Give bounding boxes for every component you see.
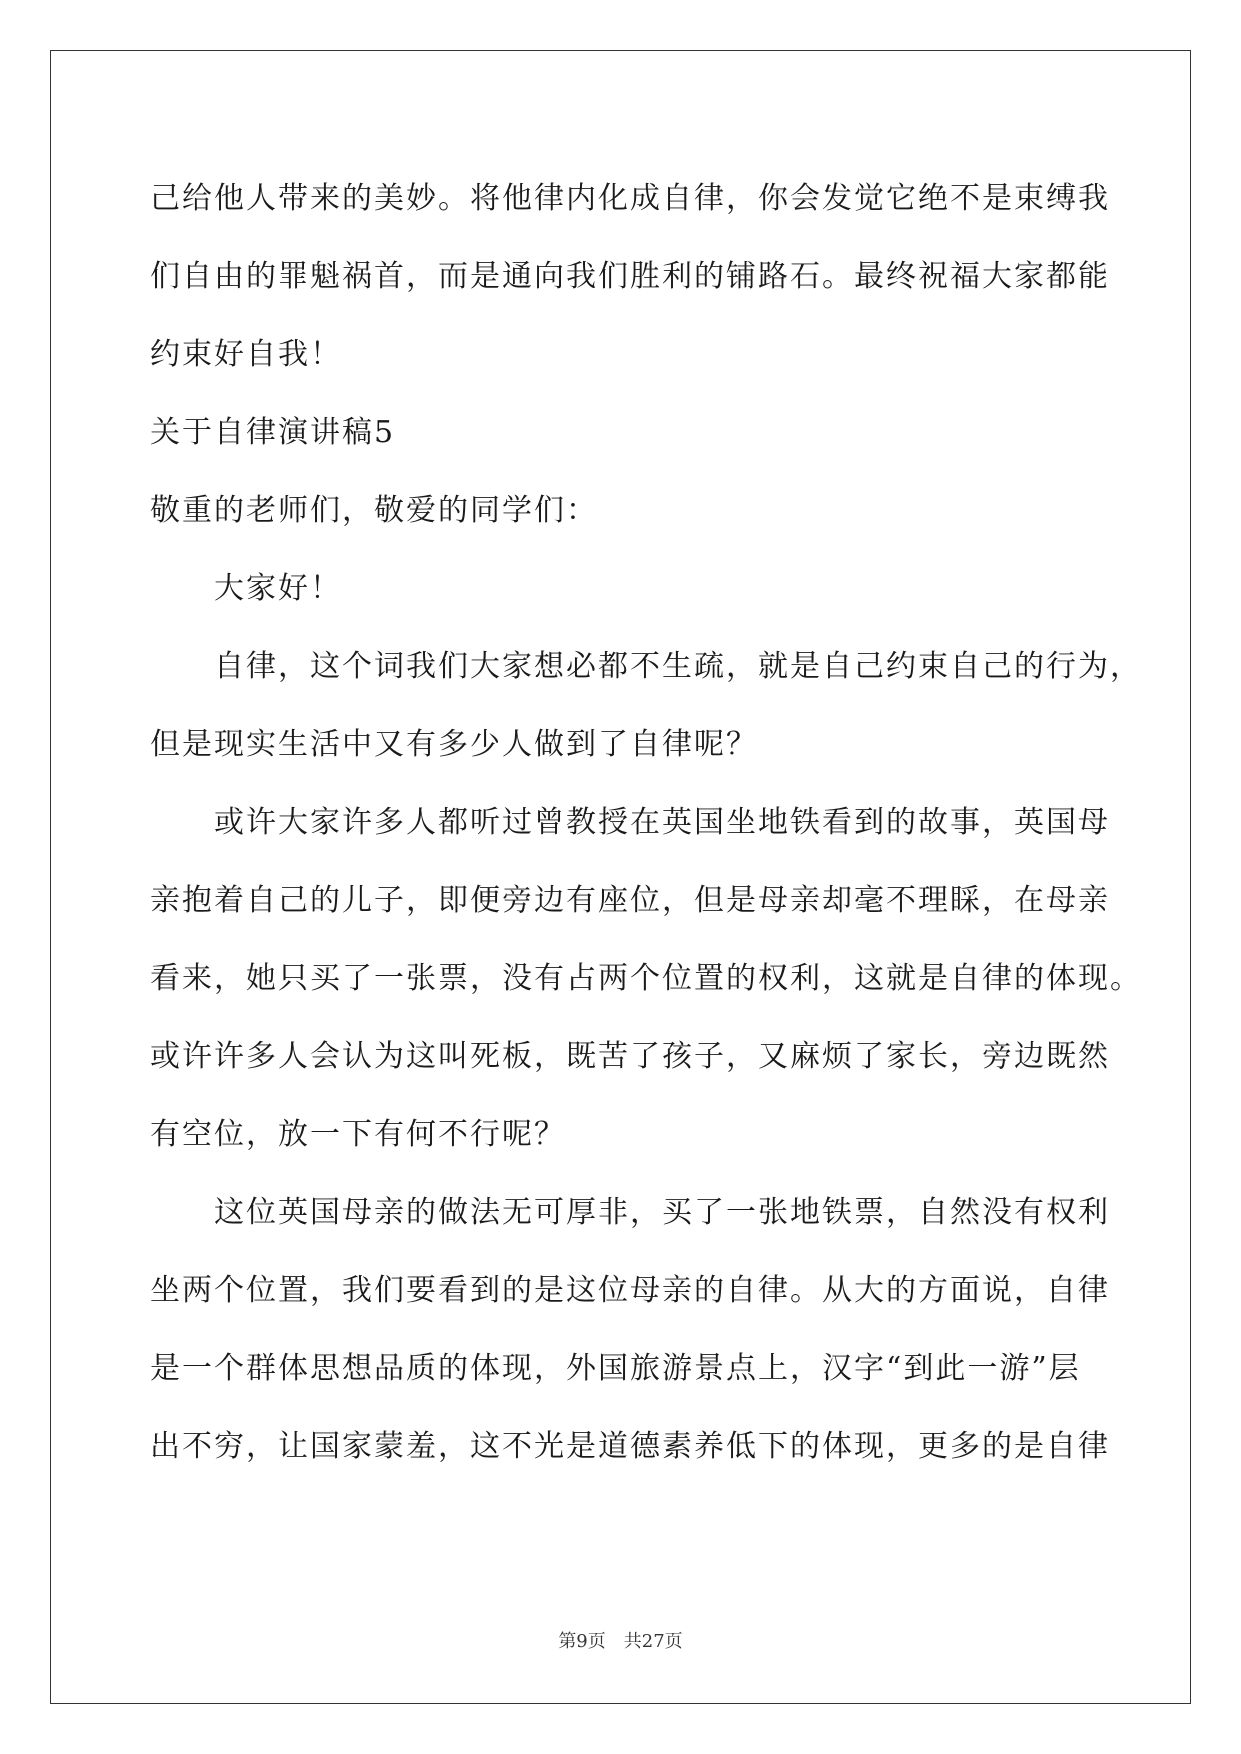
body-text-line: 但是现实生活中又有多少人做到了自律呢？ [150,727,758,762]
body-text-line: 自律，这个词我们大家想必都不生疏，就是自己约束自己的行为， [214,649,1142,684]
page-number: 第9页 共27页 [558,1631,683,1652]
section-heading: 关于自律演讲稿5 [150,415,396,450]
body-text-line: 有空位，放一下有何不行呢？ [150,1117,566,1152]
body-text-line: 们自由的罪魁祸首，而是通向我们胜利的铺路石。最终祝福大家都能 [150,259,1110,294]
body-text-line: 坐两个位置，我们要看到的是这位母亲的自律。从大的方面说，自律 [150,1273,1110,1308]
body-text-line: 出不穷，让国家蒙羞，这不光是道德素养低下的体现，更多的是自律 [150,1429,1110,1464]
body-text-line: 亲抱着自己的儿子，即便旁边有座位，但是母亲却毫不理睬，在母亲 [150,883,1110,918]
body-text-line: 或许许多人会认为这叫死板，既苦了孩子，又麻烦了家长，旁边既然 [150,1039,1110,1074]
greeting: 大家好！ [214,571,342,606]
body-text-line: 约束好自我！ [150,337,342,372]
body-text-line: 己给他人带来的美妙。将他律内化成自律，你会发觉它绝不是束缚我 [150,181,1110,216]
body-text-line: 是一个群体思想品质的体现，外国旅游景点上，汉字“到此一游”层 [150,1351,1081,1386]
salutation: 敬重的老师们，敬爱的同学们： [150,493,598,528]
body-text-line: 这位英国母亲的做法无可厚非，买了一张地铁票，自然没有权利 [214,1195,1110,1230]
body-text-line: 或许大家许多人都听过曾教授在英国坐地铁看到的故事，英国母 [214,805,1110,840]
body-text-line: 看来，她只买了一张票，没有占两个位置的权利，这就是自律的体现。 [150,961,1142,996]
document-body [150,160,1142,1486]
